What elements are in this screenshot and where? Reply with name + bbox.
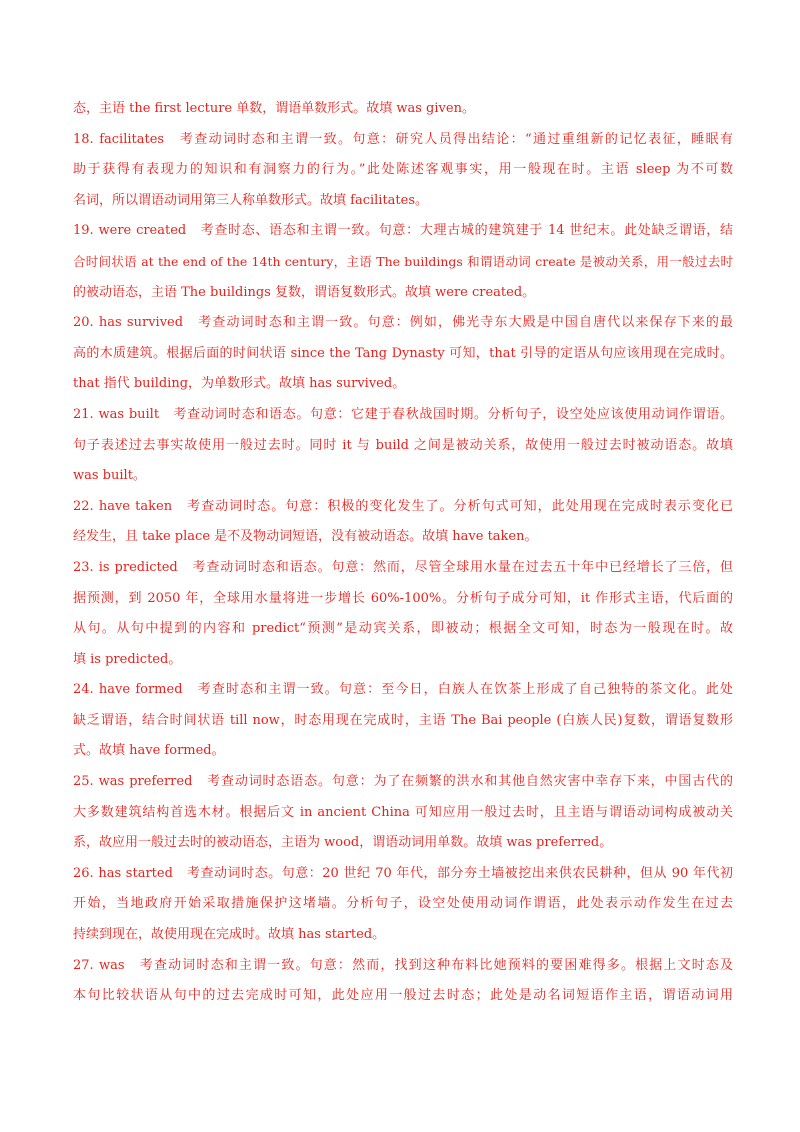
- answer-text-line: 24. have formed 考查时态和主谓一致。句意：至今日，白族人在饮茶上形成了自己独特的茶文化。此处: [73, 682, 733, 698]
- answer-text-line: 缺乏谓语，结合时间状语 till now，时态用现在完成时，主语 The Bai people (白族人民)复数，谓语复数形: [73, 712, 733, 728]
- answer-text-line: 23. is predicted 考查动词时态和语态。句意：然而，尽管全球用水量在过去五十年中已经增长了三倍，但: [73, 559, 733, 575]
- answer-text-line: 填 is predicted。: [73, 651, 182, 667]
- answer-text-line: 26. has started 考查动词时态。句意：20 世纪 70 年代，部分夯土墙被挖出来供农民耕种，但从 90 年代初: [73, 865, 733, 881]
- answer-text-line: 合时间状语 at the end of the 14th century，主语 The buildings 和谓语动词 create 是被动关系，用一般过去时: [73, 253, 733, 269]
- answer-text-line: 持续到现在，故使用现在完成时。故填 has started。: [73, 927, 386, 943]
- answer-text-line: 21. was built 考查动词时态和语态。句意：它建于春秋战国时期。分析句子，设空处应该使用动词作谓语。: [73, 406, 733, 422]
- answer-text-line: 开始，当地政府开始采取措施保护这堵墙。分析句子，设空处使用动词作谓语，此处表示动作发生在过去: [73, 896, 733, 912]
- answer-text-line: 从句。从句中提到的内容和 predict“预测”是动宾关系，即被动；根据全文可知，时态为一般现在时。故: [73, 621, 733, 637]
- answer-text-line: that 指代 building，为单数形式。故填 has survived。: [73, 376, 406, 392]
- answer-text-line: 经发生，且 take place 是不及物动词短语，没有被动语态。故填 have taken。: [73, 529, 538, 545]
- answer-text-line: 句子表述过去事实故使用一般过去时。同时 it 与 build 之间是被动关系，故使用一般过去时被动语态。故填: [73, 437, 733, 453]
- answer-text-line: 20. has survived 考查动词时态和主谓一致。句意：例如，佛光寺东大殿是中国自唐代以来保存下来的最: [73, 315, 733, 331]
- answer-text-line: 高的木质建筑。根据后面的时间状语 since the Tang Dynasty 可知，that 引导的定语从句应该用现在完成时。: [73, 345, 733, 361]
- answer-text-line: 25. was preferred 考查动词时态语态。句意：为了在频繁的洪水和其他自然灾害中幸存下来，中国古代的: [73, 774, 733, 790]
- answer-text-line: 助于获得有表现力的知识和有洞察力的行为。”此处陈述客观事实，用一般现在时。主语 sleep 为不可数: [73, 162, 733, 178]
- answer-text-line: 据预测，到 2050 年，全球用水量将进一步增长 60%-100%。分析句子成分可知，it 作形式主语，代后面的: [73, 590, 733, 606]
- answer-text-line: 系，故应用一般过去时的被动语态，主语为 wood，谓语动词用单数。故填 was preferred。: [73, 835, 613, 851]
- answer-text-line: 的被动语态，主语 The buildings 复数，谓语复数形式。故填 were created。: [73, 284, 536, 300]
- answer-text-line: was built。: [73, 468, 146, 484]
- answer-text-line: 态，主语 the first lecture 单数，谓语单数形式。故填 was given。: [73, 101, 475, 116]
- document-body: [73, 94, 733, 1012]
- answer-text-line: 名词，所以谓语动词用第三人称单数形式。故填 facilitates。: [73, 192, 429, 208]
- answer-text-line: 22. have taken 考查动词时态。句意：积极的变化发生了。分析句式可知，此处用现在完成时表示变化已: [73, 498, 733, 514]
- answer-text-line: 式。故填 have formed。: [73, 743, 225, 759]
- answer-text-line: 大多数建筑结构首选木材。根据后文 in ancient China 可知应用一般过去时，且主语与谓语动词构成被动关: [73, 804, 733, 820]
- answer-text-line: 27. was 考查动词时态和主谓一致。句意：然而，找到这种布料比她预料的要困难得多。根据上文时态及: [73, 957, 733, 973]
- answer-text-line: 本句比较状语从句中的过去完成时可知，此处应用一般过去时态；此处是动名词短语作主语，谓语动词用: [73, 988, 733, 1004]
- answer-text-line: 19. were created 考查时态、语态和主谓一致。句意：大理古城的建筑建于 14 世纪末。此处缺乏谓语，结: [73, 223, 733, 239]
- answer-text-line: 18. facilitates 考查动词时态和主谓一致。句意：研究人员得出结论：“通过重组新的记忆表征，睡眠有: [73, 131, 733, 147]
